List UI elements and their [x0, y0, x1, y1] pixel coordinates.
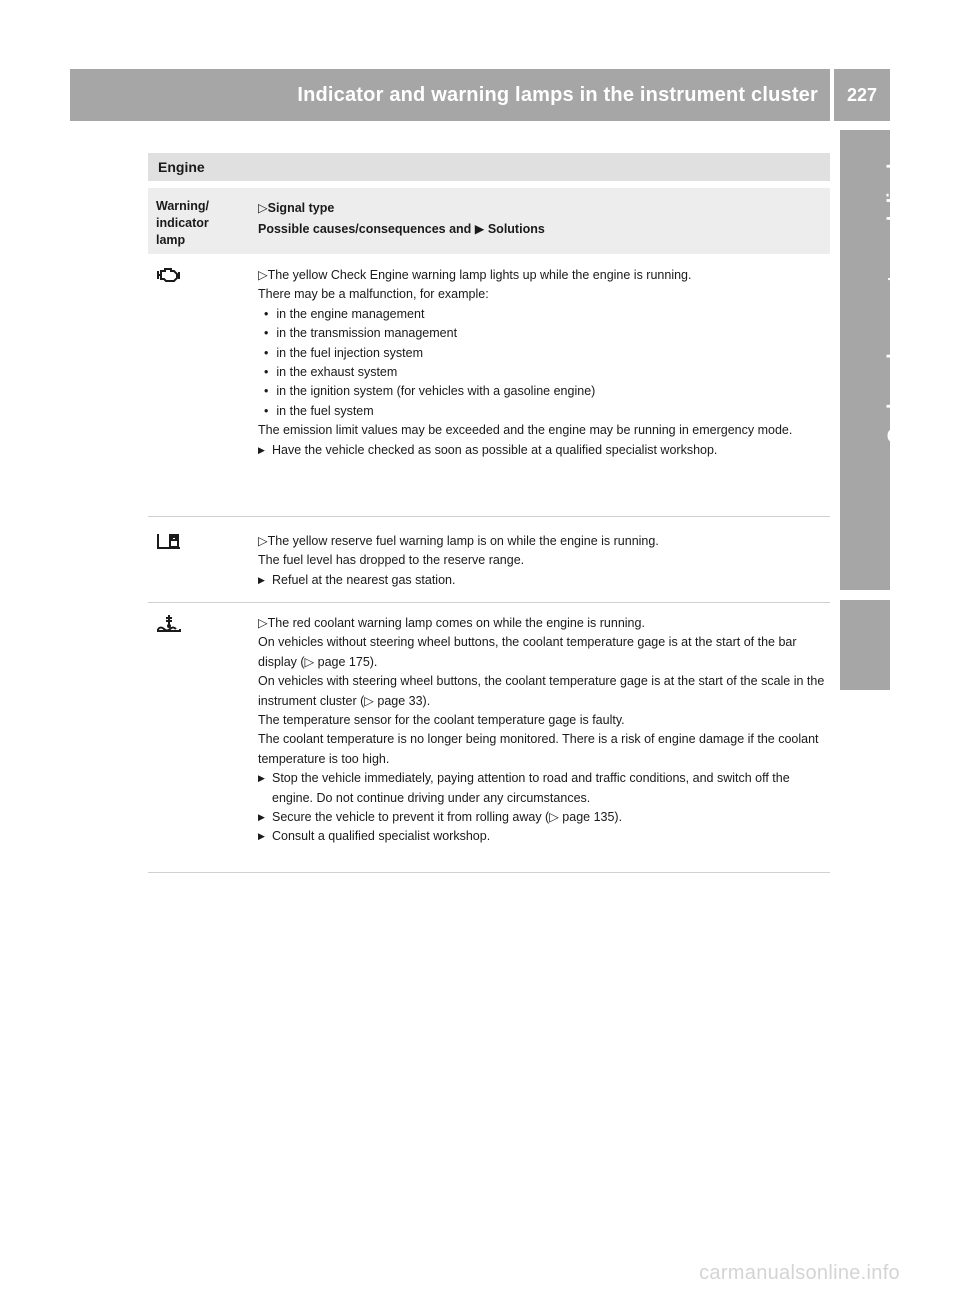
column-header-causes: Possible causes/consequences and ▶ Solutions [258, 222, 545, 236]
section-heading [148, 153, 830, 181]
row-content [258, 532, 828, 590]
chapter-marker-block [840, 600, 890, 690]
cause-text: The coolant temperature is no longer being monitored. There is a risk of engine damage if the coolant temperature is too high. [258, 732, 819, 766]
signal-text: ▷ The yellow Check Engine warning lamp lights up while the engine is running. [258, 266, 828, 285]
column-header-description [258, 198, 545, 240]
section-title: Engine [158, 159, 205, 175]
table-row [148, 608, 830, 873]
table-row [148, 526, 830, 603]
row-content [258, 266, 828, 460]
chapter-side-tab [840, 130, 906, 590]
column-header-signal: ▷ Signal type [258, 198, 545, 219]
action-item: ▶ Stop the vehicle immediately, paying attention to road and traffic conditions, and switch off the engine. Do not continue driving under any circumstances. [258, 769, 828, 808]
row-content [258, 614, 828, 847]
check-engine-icon [156, 266, 182, 284]
coolant-temperature-icon [156, 614, 182, 632]
chapter-side-tab-label: On-board computer and displays [884, 130, 906, 444]
signal-text: ▷ The red coolant warning lamp comes on while the engine is running. [258, 614, 828, 633]
table-header [148, 188, 830, 254]
list-item: • in the transmission management [258, 324, 828, 343]
cause-text: The emission limit values may be exceeded and the engine may be running in emergency mode. [258, 423, 793, 438]
list-item: • in the fuel system [258, 402, 828, 421]
action-item: ▶ Secure the vehicle to prevent it from rolling away (▷ page 135). [258, 808, 828, 827]
cause-text: The fuel level has dropped to the reserve range. [258, 553, 525, 568]
list-item: • in the exhaust system [258, 363, 828, 382]
fuel-pump-icon [156, 532, 182, 550]
running-header [70, 69, 830, 121]
cause-text: On vehicles without steering wheel buttons, the coolant temperature gage is at the start of the bar display (▷ page 175). [258, 635, 797, 669]
cause-text: On vehicles with steering wheel buttons, the coolant temperature gage is at the start of the scale in the instrument cluster (▷ page 33). [258, 674, 825, 708]
action-item: ▶ Have the vehicle checked as soon as possible at a qualified specialist workshop. [258, 441, 828, 460]
action-item: ▶ Consult a qualified specialist workshop. [258, 827, 828, 846]
page-number: 227 [834, 69, 890, 121]
list-item: • in the fuel injection system [258, 344, 828, 363]
list-item: • in the engine management [258, 305, 828, 324]
column-header-lamp: Warning/ indicator lamp [156, 199, 210, 247]
table-row [148, 260, 830, 517]
action-item: ▶ Refuel at the nearest gas station. [258, 571, 828, 590]
signal-text: ▷ The yellow reserve fuel warning lamp is on while the engine is running. [258, 532, 828, 551]
footer-watermark[interactable]: carmanualsonline.info [699, 1262, 900, 1284]
cause-text: There may be a malfunction, for example: [258, 287, 489, 302]
header-title: Indicator and warning lamps in the instrument cluster [297, 83, 818, 106]
cause-text: The temperature sensor for the coolant temperature gage is faulty. [258, 713, 625, 728]
list-item: • in the ignition system (for vehicles with a gasoline engine) [258, 382, 828, 401]
